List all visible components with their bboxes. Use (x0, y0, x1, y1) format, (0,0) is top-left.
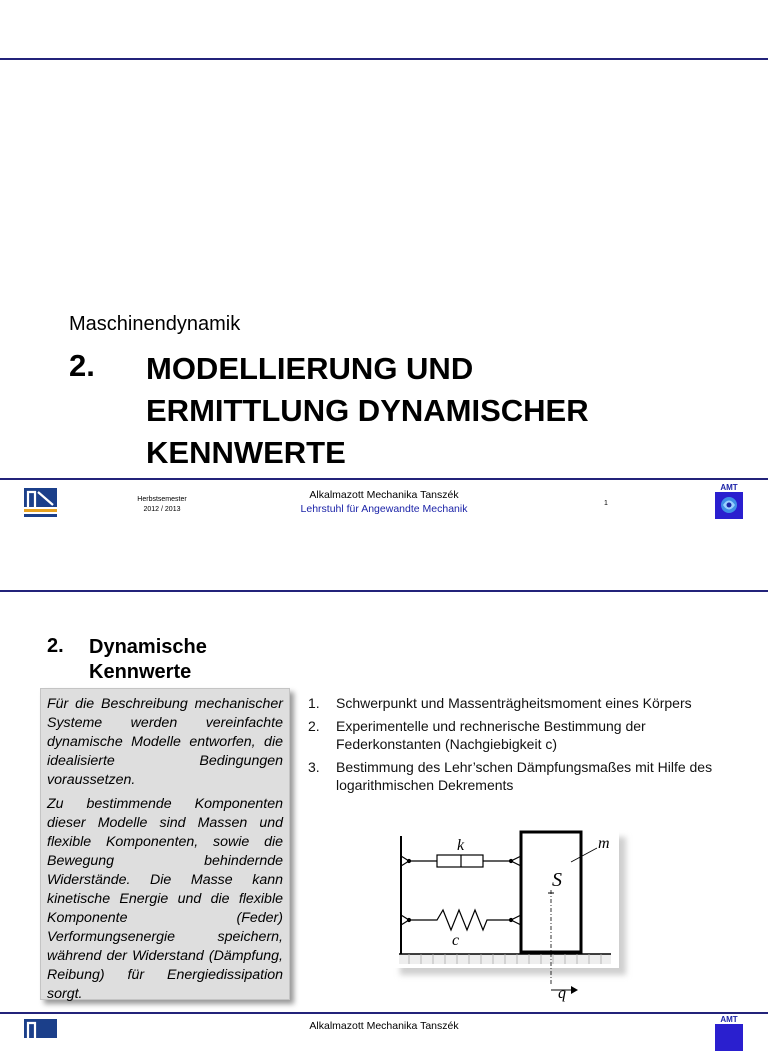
list-item-text: Bestimmung des Lehr’schen Dämpfungsmaßes mit Hilfe des logarithmischen Dekrements (336, 759, 713, 793)
arrow-head-icon (571, 986, 578, 994)
department-logo-icon (22, 1016, 59, 1050)
list-item (308, 694, 728, 712)
department-logo-icon (22, 485, 59, 519)
topic-list (308, 694, 728, 799)
center-of-mass-label: S (552, 869, 562, 891)
description-paragraph: Für die Beschreibung mechanischer Systeme werden vereinfachte dynamische Modelle entworfen, die idealisierte Bedingungen voraussetzen. (47, 696, 283, 788)
footer-rule (0, 478, 768, 480)
semester-label: Herbstsemester (137, 496, 187, 503)
description-box (40, 688, 290, 1000)
section-number: 2. (47, 635, 64, 657)
amt-logo-icon (712, 482, 746, 520)
list-item-number: 2. (308, 718, 320, 734)
amt-logo-text: AMT (720, 483, 738, 492)
list-item-text: Schwerpunkt und Massenträgheitsmoment eines Körpers (336, 695, 692, 711)
spring-damper-mass-diagram (385, 826, 635, 1002)
displacement-label: q (558, 985, 566, 1002)
section-title (89, 635, 207, 685)
chapter-number: 2. (69, 348, 95, 383)
chapter-title-line: MODELLIERUNG UND (146, 351, 474, 386)
amt-logo-text: AMT (720, 1015, 738, 1024)
slide2-footer-rule (0, 1012, 768, 1014)
slide2-top-rule (0, 590, 768, 592)
institute-name-hu: Alkalmazott Mechanika Tanszék (309, 1020, 459, 1032)
institute-name-de: Lehrstuhl für Angewandte Mechanik (300, 503, 468, 515)
semester-years: 2012 / 2013 (143, 506, 181, 513)
list-item-number: 3. (308, 759, 320, 775)
spring-label: c (452, 932, 460, 949)
slide2-footer-partial (0, 1016, 768, 1058)
damper-label: k (457, 837, 465, 854)
institute-name-hu: Alkalmazott Mechanika Tanszék (309, 489, 459, 501)
course-subtitle: Maschinendynamik (69, 313, 241, 335)
chapter-title-line: KENNWERTE (146, 435, 346, 470)
chapter-title-line: ERMITTLUNG DYNAMISCHER (146, 393, 589, 428)
list-item-text: Experimentelle und rechnerische Bestimmung der Federkonstanten (Nachgiebigkeit c) (336, 718, 646, 752)
institute-info (260, 488, 508, 516)
description-paragraph: Zu bestimmende Komponenten dieser Modelle sind Massen und flexible Komponenten, sowie die Bewegung behindernde Widerstände. Die Masse kann kinetische Energie und die flexible Komponente (Feder) Verformungsenergie speichern, während der Widerstand (Dämpfung, Reibung) für Energiedissipation sorgt. (47, 796, 283, 1002)
chapter-title (146, 348, 746, 474)
semester-info (120, 495, 204, 515)
top-rule (0, 58, 768, 60)
mass-label: m (598, 835, 610, 852)
section-title-line: Kennwerte (89, 661, 192, 683)
list-item (308, 717, 728, 753)
amt-logo-icon (712, 1014, 746, 1052)
section-title-line: Dynamische (89, 636, 207, 658)
list-item (308, 758, 728, 794)
institute-info (260, 1019, 508, 1033)
slide-footer (0, 482, 768, 524)
page-number: 1 (604, 500, 608, 507)
list-item-number: 1. (308, 695, 320, 711)
